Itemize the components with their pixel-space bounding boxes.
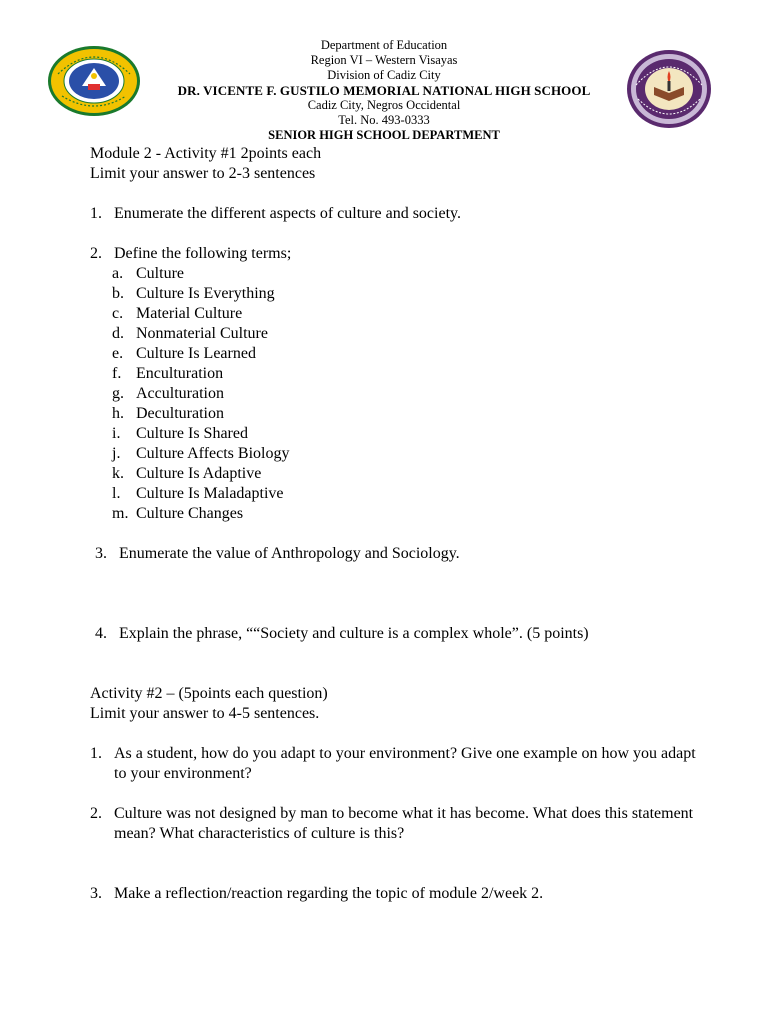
term-item: g. Acculturation xyxy=(112,385,224,402)
question-text: Enumerate the value of Anthropology and Sociology. xyxy=(119,545,460,562)
term-item: f. Enculturation xyxy=(112,365,224,382)
question-text: Explain the phrase, ““Society and culture is a complex whole”. (5 points) xyxy=(119,625,589,642)
activity2-question-2 xyxy=(90,804,710,844)
activity1-question-1 xyxy=(90,204,710,224)
term-item: m. Culture Changes xyxy=(112,505,244,522)
activity2-instruction: Limit your answer to 4-5 sentences. xyxy=(90,705,320,722)
document-body xyxy=(90,144,710,904)
header-division: Division of Cadiz City xyxy=(327,68,441,82)
question-number: 3. xyxy=(95,545,107,562)
document-header xyxy=(0,38,768,143)
question-number: 4. xyxy=(95,625,107,642)
term-item: h. Deculturation xyxy=(112,405,224,422)
activity1-instruction: Limit your answer to 2-3 sentences xyxy=(90,165,316,182)
term-item: l. Culture Is Maladaptive xyxy=(112,485,284,502)
activity1-title: Module 2 - Activity #1 2points each xyxy=(90,145,322,162)
question-text: Enumerate the different aspects of culture and society. xyxy=(114,205,461,222)
activity2-question-3 xyxy=(90,884,710,904)
activity2-title: Activity #2 – (5points each question) xyxy=(90,685,328,702)
header-telephone: Tel. No. 493-0333 xyxy=(338,113,430,127)
question-text: Make a reflection/reaction regarding the topic of module 2/week 2. xyxy=(114,885,544,902)
term-item: d. Nonmaterial Culture xyxy=(112,325,268,342)
activity2-question-1 xyxy=(90,744,710,784)
header-shs-department: SENIOR HIGH SCHOOL DEPARTMENT xyxy=(268,128,500,142)
activity1-question-3 xyxy=(90,544,710,564)
question-number: 1. xyxy=(90,745,102,762)
question-text: Culture was not designed by man to become what it has become. What does this statement mean? What characteristics of culture is this? xyxy=(114,805,694,842)
question-number: 1. xyxy=(90,205,102,222)
question-number: 2. xyxy=(90,245,102,262)
activity1-question-4 xyxy=(90,624,710,644)
term-item: k. Culture Is Adaptive xyxy=(112,465,262,482)
activity1-question-2 xyxy=(90,244,710,264)
question-text: As a student, how do you adapt to your environment? Give one example on how you adapt to your environment? xyxy=(114,745,696,782)
question-number: 2. xyxy=(90,805,102,822)
term-item: c. Material Culture xyxy=(112,305,243,322)
question-text: Define the following terms; xyxy=(114,245,292,262)
term-item: b. Culture Is Everything xyxy=(112,285,275,302)
term-item: a. Culture xyxy=(112,265,184,282)
term-item: j. Culture Affects Biology xyxy=(112,445,290,462)
term-item: e. Culture Is Learned xyxy=(112,345,256,362)
term-item: i. Culture Is Shared xyxy=(112,425,248,442)
question-number: 3. xyxy=(90,885,102,902)
header-region: Region VI – Western Visayas xyxy=(310,53,458,67)
header-address: Cadiz City, Negros Occidental xyxy=(307,98,461,112)
terms-list xyxy=(90,264,710,524)
header-department: Department of Education xyxy=(320,38,448,52)
header-school-name: DR. VICENTE F. GUSTILO MEMORIAL NATIONAL HIGH SCHOOL xyxy=(177,83,591,98)
